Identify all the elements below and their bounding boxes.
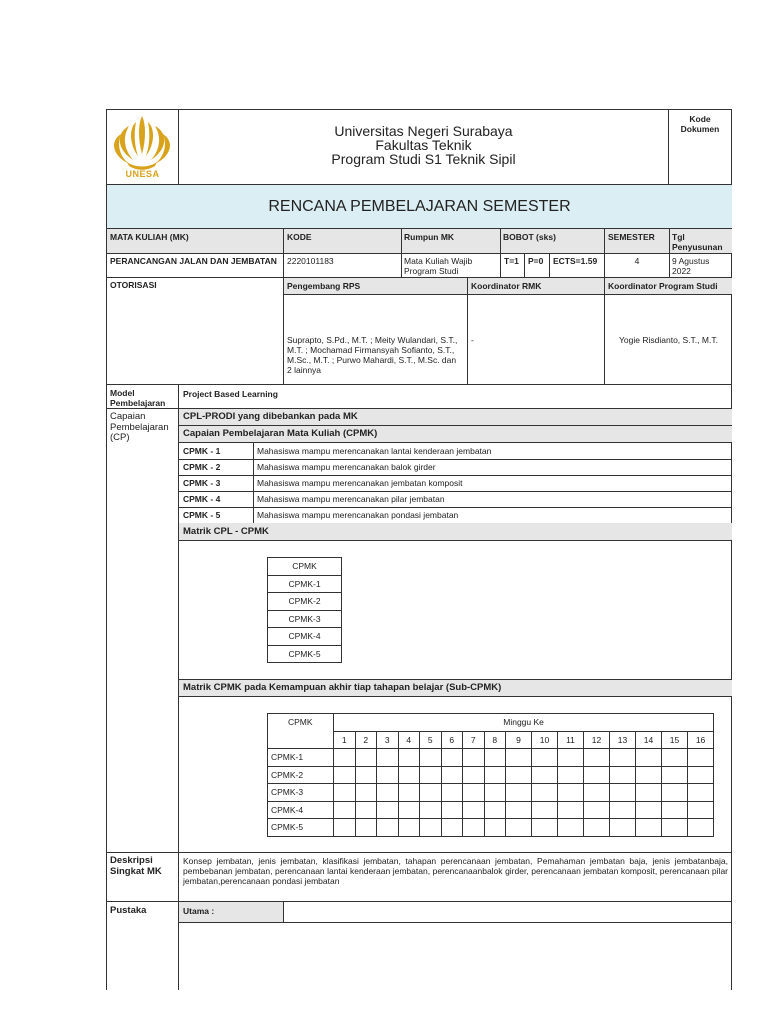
sub-cpmk-cell — [610, 784, 636, 802]
matrix-row — [268, 628, 342, 646]
sub-cpmk-cell — [662, 784, 688, 802]
matrix-row — [268, 610, 342, 628]
sub-cpmk-cell — [636, 784, 662, 802]
matrix-cell: CPMK-5 — [268, 645, 342, 663]
sub-cpmk-cell — [584, 801, 610, 819]
week-number: 12 — [584, 731, 610, 749]
sub-cpmk-cell — [377, 784, 399, 802]
sub-cpmk-header: Matrik CPMK pada Kemampuan akhir tiap tahapan belajar (Sub-CPMK) — [183, 682, 502, 693]
sub-cpmk-row-label: CPMK-1 — [268, 749, 334, 767]
matrix-cell: CPMK — [268, 558, 342, 576]
week-header: Minggu Ke — [334, 714, 714, 732]
cpmk-code: CPMK - 5 — [183, 510, 221, 520]
deskripsi-label: Deskripsi Singkat MK — [110, 855, 162, 877]
matrix-cpl-header: Matrik CPL - CPMK — [183, 526, 269, 537]
sub-cpmk-cell — [355, 819, 377, 837]
sub-cpmk-cell — [532, 801, 558, 819]
week-number: 9 — [506, 731, 532, 749]
sub-cpmk-cell — [355, 749, 377, 767]
sub-cpmk-cell — [484, 784, 506, 802]
credit-t: T=1 — [504, 256, 519, 266]
week-number: 14 — [636, 731, 662, 749]
sub-cpmk-cell — [662, 749, 688, 767]
document-title: RENCANA PEMBELAJARAN SEMESTER — [268, 198, 571, 215]
sub-cpmk-cell — [420, 766, 442, 784]
sub-cpmk-cell — [420, 819, 442, 837]
sub-cpmk-cell — [398, 801, 420, 819]
cpmk-description: Mahasiswa mampu merencanakan pondasi jembatan — [257, 510, 459, 520]
sub-cpmk-row-label: CPMK-5 — [268, 819, 334, 837]
sub-cpmk-cell — [463, 784, 485, 802]
sub-cpmk-cell — [688, 801, 714, 819]
sub-cpmk-row — [268, 801, 714, 819]
sub-cpmk-cell — [688, 766, 714, 784]
otorisasi-label: OTORISASI — [110, 280, 157, 290]
sub-cpmk-cell — [334, 749, 356, 767]
sub-cpmk-cell — [506, 749, 532, 767]
sub-cpmk-row — [268, 766, 714, 784]
sub-cpmk-cell — [584, 819, 610, 837]
cpmk-description: Mahasiswa mampu merencanakan lantai kenderaan jembatan — [257, 446, 492, 456]
sub-cpmk-cell — [532, 749, 558, 767]
institution-block — [179, 124, 668, 166]
sub-cpmk-cell — [398, 749, 420, 767]
cpl-cpmk-matrix — [267, 557, 342, 663]
week-number: 15 — [662, 731, 688, 749]
sub-cpmk-cell — [584, 749, 610, 767]
sub-cpmk-cell — [398, 784, 420, 802]
sub-cpmk-cell — [398, 766, 420, 784]
week-number: 13 — [610, 731, 636, 749]
sub-cpmk-row — [268, 784, 714, 802]
matrix-cell: CPMK-3 — [268, 610, 342, 628]
cp-label: Capaian Pembelajaran (CP) — [110, 411, 169, 443]
cpmk-description: Mahasiswa mampu merencanakan balok girder — [257, 462, 436, 472]
sub-cpmk-cell — [377, 819, 399, 837]
sub-cpmk-cell — [355, 801, 377, 819]
cpl-header: CPL-PRODI yang dibebankan pada MK — [183, 411, 358, 422]
week-number: 16 — [688, 731, 714, 749]
sub-cpmk-cell — [610, 819, 636, 837]
sub-cpmk-cell — [484, 819, 506, 837]
sub-cpmk-cell — [420, 784, 442, 802]
sub-cpmk-cell — [636, 819, 662, 837]
pengembang-names: Suprapto, S.Pd., M.T. ; Meity Wulandari, S.T., M.T. ; Mochamad Firmansyah Sofianto, S.T., M.Sc., M.T. ; Purwo Mahardi, S.T., M.Sc. dan 2 lainnya — [287, 335, 458, 375]
week-number: 1 — [334, 731, 356, 749]
sub-cpmk-cell — [558, 766, 584, 784]
sub-cpmk-cell — [532, 784, 558, 802]
sub-cpmk-cell — [334, 801, 356, 819]
course-rumpun: Mata Kuliah Wajib Program Studi — [404, 256, 473, 276]
sub-cpmk-cell — [506, 784, 532, 802]
sub-cpmk-cell — [506, 819, 532, 837]
sub-cpmk-cell — [463, 766, 485, 784]
pustaka-label: Pustaka — [110, 905, 147, 916]
week-number: 2 — [355, 731, 377, 749]
sub-cpmk-cell — [688, 784, 714, 802]
document-title-bar — [107, 185, 732, 228]
sub-cpmk-cell — [463, 749, 485, 767]
sub-cpmk-cell — [584, 784, 610, 802]
sub-cpmk-row-label: CPMK-4 — [268, 801, 334, 819]
sub-cpmk-cell — [506, 766, 532, 784]
week-number: 4 — [398, 731, 420, 749]
sub-cpmk-cell — [688, 749, 714, 767]
faculty-name: Fakultas Teknik — [375, 137, 472, 153]
sub-cpmk-cell — [398, 819, 420, 837]
sub-cpmk-cell — [532, 766, 558, 784]
sub-cpmk-cell — [636, 766, 662, 784]
course-name: PERANCANGAN JALAN DAN JEMBATAN — [110, 256, 277, 266]
sub-cpmk-cell — [484, 749, 506, 767]
sub-cpmk-cell — [334, 784, 356, 802]
credit-ects: ECTS=1.59 — [553, 256, 598, 266]
course-code: 2220101183 — [287, 256, 334, 266]
matrix-cell: CPMK-4 — [268, 628, 342, 646]
sub-cpmk-cell — [334, 766, 356, 784]
sub-cpmk-cell — [377, 766, 399, 784]
sub-cpmk-cell — [441, 801, 463, 819]
matrix-row — [268, 645, 342, 663]
sub-cpmk-row-label: CPMK-2 — [268, 766, 334, 784]
koordinator-prodi-name: Yogie Risdianto, S.T., M.T. — [619, 335, 718, 345]
logo-text: UNESA — [125, 169, 160, 179]
sub-cpmk-cell — [441, 749, 463, 767]
sub-cpmk-cell — [558, 749, 584, 767]
sub-cpmk-cell — [636, 801, 662, 819]
week-number: 11 — [558, 731, 584, 749]
col-header-tgl: Tgl Penyusunan — [672, 232, 723, 252]
koordinator-rmk-name: - — [471, 335, 474, 345]
sub-cpmk-cell — [355, 784, 377, 802]
doc-code-label: Kode Dokumen — [680, 114, 720, 134]
col-header-kode: KODE — [287, 232, 312, 242]
course-semester: 4 — [634, 256, 640, 266]
koordinator-rmk-label: Koordinator RMK — [471, 281, 542, 291]
model-label: Model Pembelajaran — [110, 388, 166, 408]
course-date: 9 Agustus 2022 — [672, 256, 710, 276]
sub-cpmk-col-label: CPMK — [268, 714, 334, 749]
sub-cpmk-cell — [584, 766, 610, 784]
sub-cpmk-cell — [420, 749, 442, 767]
sub-cpmk-row — [268, 819, 714, 837]
sub-cpmk-row-label: CPMK-3 — [268, 784, 334, 802]
sub-cpmk-cell — [484, 766, 506, 784]
model-value: Project Based Learning — [183, 389, 278, 399]
university-logo — [107, 110, 178, 184]
sub-cpmk-matrix — [267, 713, 714, 837]
cpmk-code: CPMK - 2 — [183, 462, 221, 472]
sub-cpmk-cell — [355, 766, 377, 784]
col-header-bobot: BOBOT (sks) — [503, 232, 556, 242]
sub-cpmk-cell — [420, 801, 442, 819]
sub-cpmk-cell — [377, 749, 399, 767]
week-number: 3 — [377, 731, 399, 749]
program-name: Program Studi S1 Teknik Sipil — [331, 151, 516, 167]
sub-cpmk-cell — [463, 819, 485, 837]
col-header-semester: SEMESTER — [608, 232, 655, 242]
cpmk-code: CPMK - 3 — [183, 478, 221, 488]
sub-cpmk-cell — [441, 766, 463, 784]
sub-cpmk-cell — [610, 801, 636, 819]
university-name: Universitas Negeri Surabaya — [334, 123, 513, 139]
cpmk-header: Capaian Pembelajaran Mata Kuliah (CPMK) — [183, 428, 378, 439]
sub-cpmk-cell — [610, 749, 636, 767]
week-number: 10 — [532, 731, 558, 749]
week-number: 6 — [441, 731, 463, 749]
cpmk-code: CPMK - 4 — [183, 494, 221, 504]
sub-cpmk-cell — [441, 784, 463, 802]
week-number: 5 — [420, 731, 442, 749]
deskripsi-text: Konsep jembatan, jenis jembatan, klasifikasi jembatan, tahapan perencanaan jembatan, Pemahaman jembatan baja, jenis jembatanbaja, pembebanan jembatan, perencanaan lantai kenderaan jembatan, perencanaanbalok girder, perencanaan jembatan komposit, perencanaan pilar jembatan,perencanaan pondasi jembatan — [183, 856, 728, 886]
cpmk-description: Mahasiswa mampu merencanakan pilar jembatan — [257, 494, 445, 504]
sub-cpmk-cell — [662, 766, 688, 784]
sub-cpmk-cell — [610, 766, 636, 784]
sub-cpmk-cell — [334, 819, 356, 837]
matrix-cell: CPMK-1 — [268, 575, 342, 593]
matrix-row — [268, 558, 342, 576]
col-header-mk: MATA KULIAH (MK) — [110, 232, 189, 242]
matrix-row — [268, 575, 342, 593]
sub-cpmk-cell — [636, 749, 662, 767]
sub-cpmk-cell — [558, 819, 584, 837]
sub-cpmk-cell — [377, 801, 399, 819]
sub-cpmk-cell — [662, 801, 688, 819]
sub-cpmk-cell — [463, 801, 485, 819]
sub-cpmk-cell — [484, 801, 506, 819]
sub-cpmk-row — [268, 749, 714, 767]
sub-cpmk-cell — [532, 819, 558, 837]
sub-cpmk-cell — [558, 784, 584, 802]
sub-cpmk-cell — [506, 801, 532, 819]
pengembang-label: Pengembang RPS — [287, 281, 361, 291]
sub-cpmk-cell — [662, 819, 688, 837]
matrix-cell: CPMK-2 — [268, 593, 342, 611]
cpmk-code: CPMK - 1 — [183, 446, 221, 456]
col-header-rumpun: Rumpun MK — [404, 232, 455, 242]
pustaka-utama-label: Utama : — [183, 906, 215, 916]
koordinator-prodi-label: Koordinator Program Studi — [608, 281, 718, 291]
sub-cpmk-cell — [441, 819, 463, 837]
week-number: 8 — [484, 731, 506, 749]
cpmk-description: Mahasiswa mampu merencanakan jembatan komposit — [257, 478, 463, 488]
week-number: 7 — [463, 731, 485, 749]
matrix-row — [268, 593, 342, 611]
credit-p: P=0 — [528, 256, 544, 266]
sub-cpmk-cell — [688, 819, 714, 837]
sub-cpmk-cell — [558, 801, 584, 819]
